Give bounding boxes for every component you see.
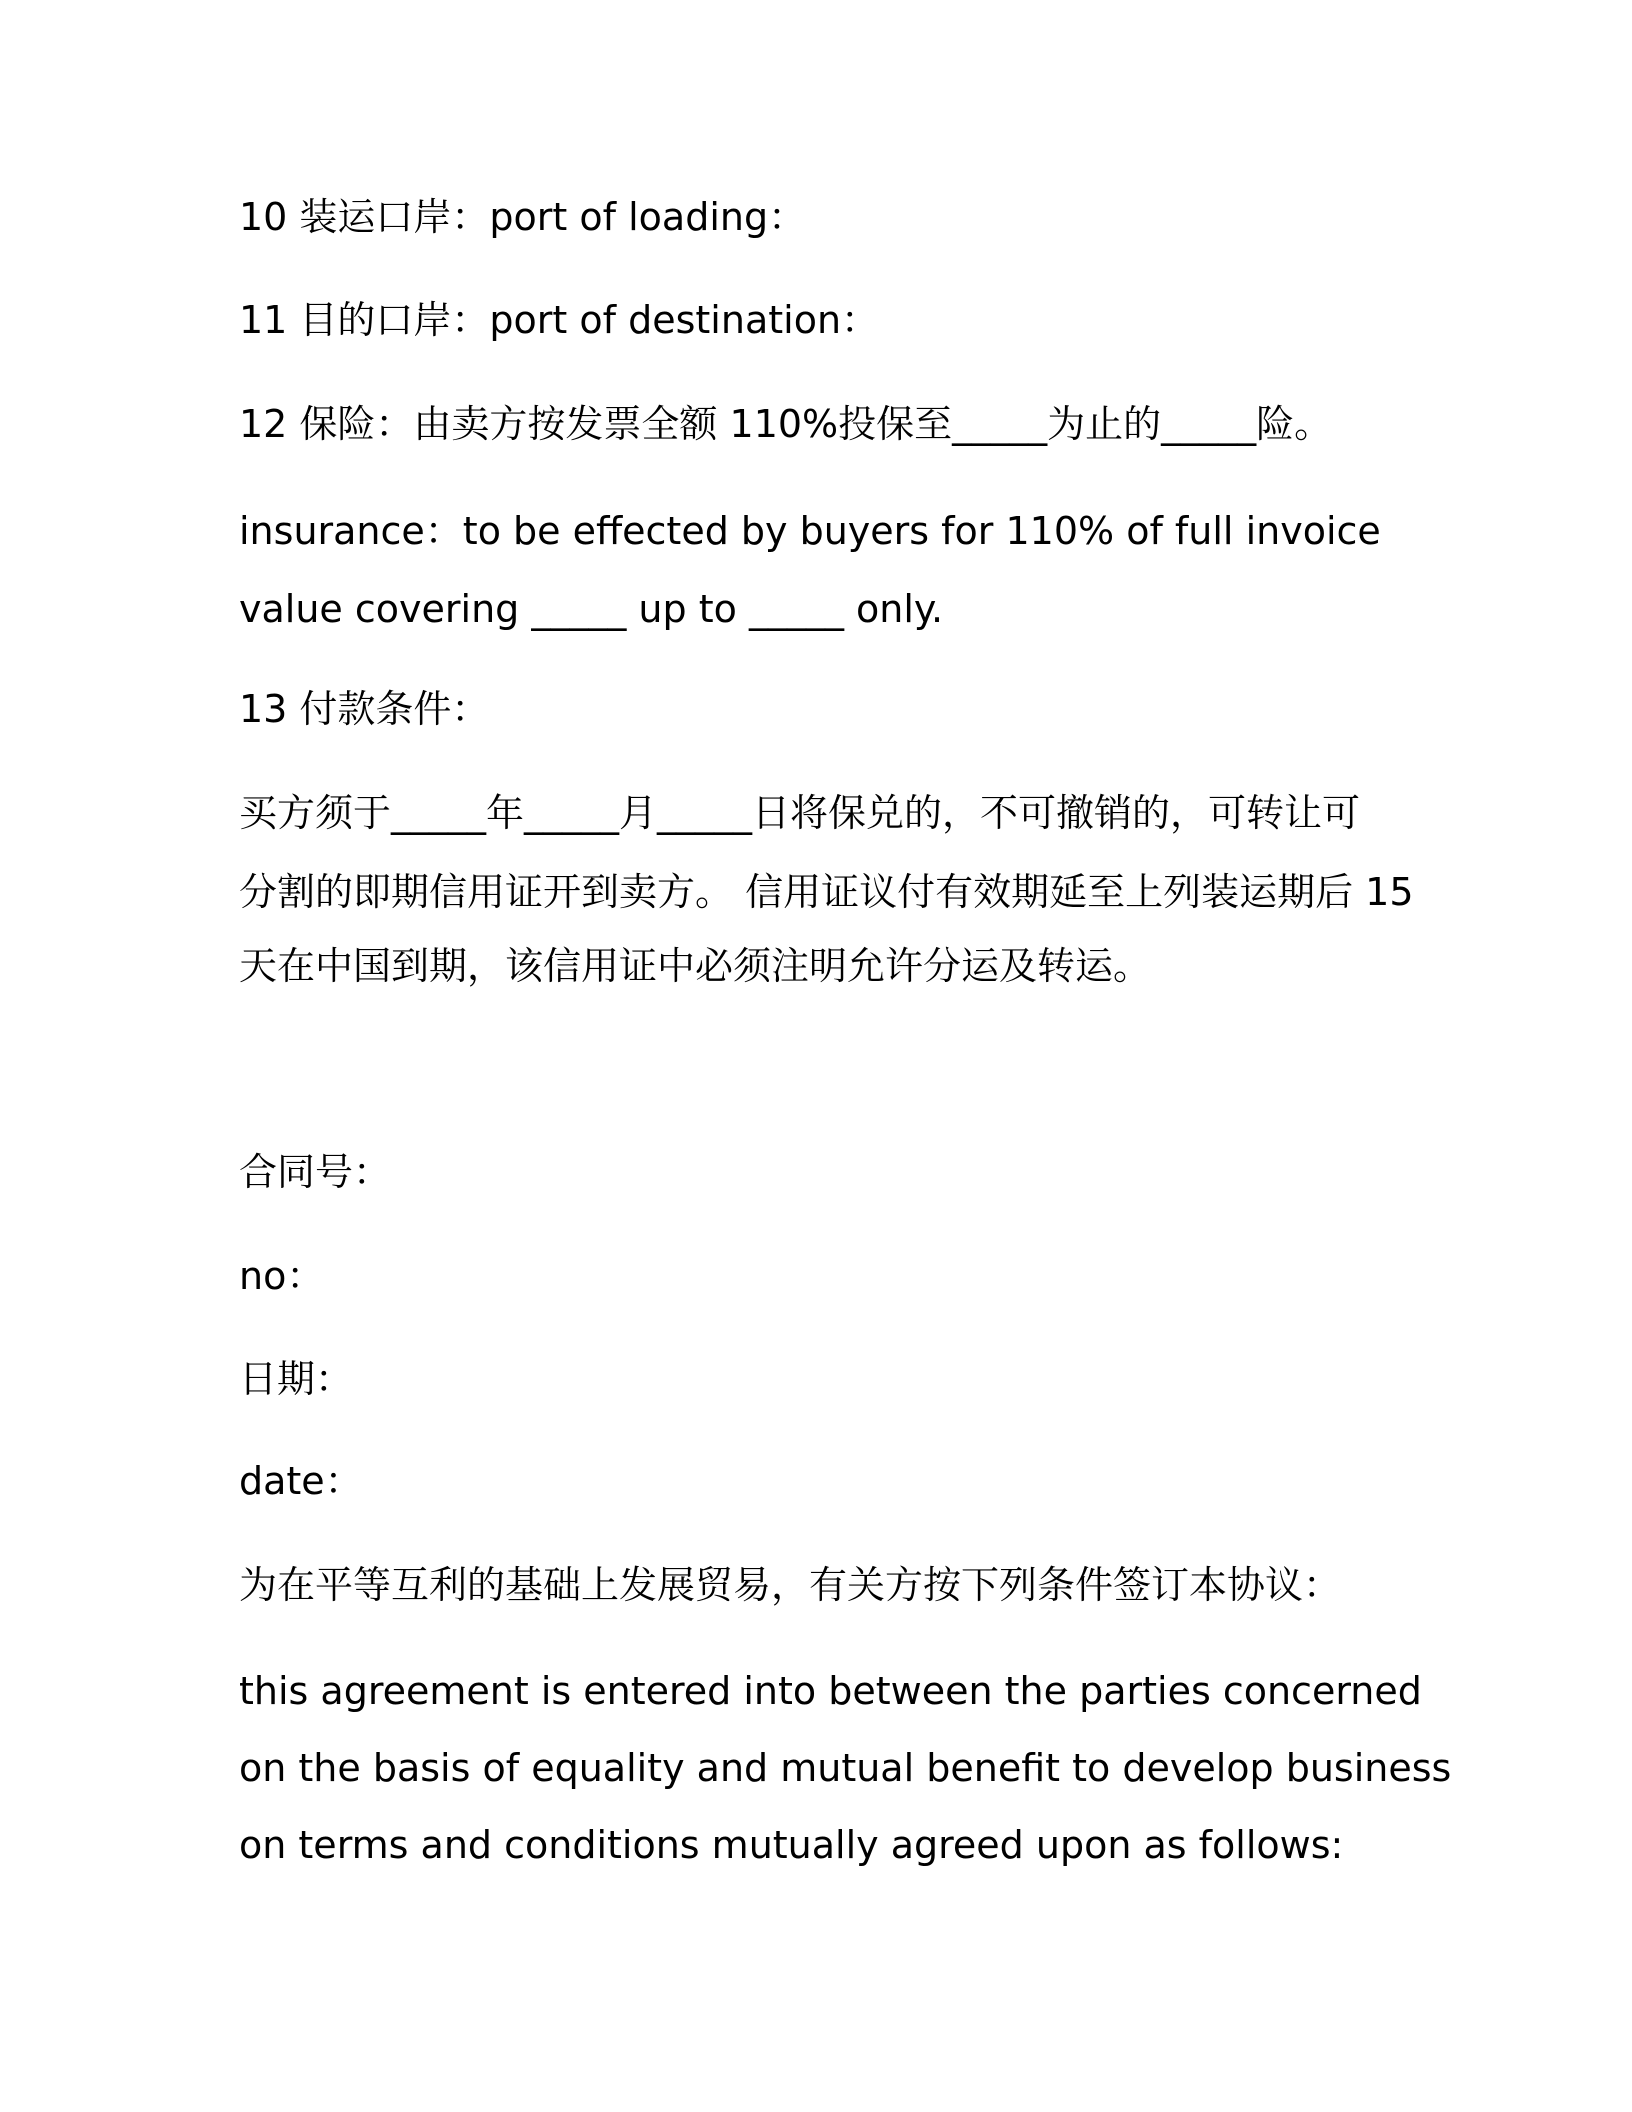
contract-number-label-en: no： [239, 1254, 325, 1298]
insurance-en-line-2: value covering _____ up to _____ only. [239, 587, 944, 631]
contract-number-label-cn: 合同号： [239, 1150, 392, 1194]
date-label-en: date： [239, 1459, 363, 1503]
preamble-en-line-2: on the basis of equality and mutual benefit to develop business [239, 1746, 1452, 1790]
preamble-cn: 为在平等互利的基础上发展贸易，有关方按下列条件签订本协议： [239, 1563, 1342, 1607]
insurance-en-line-1: insurance：to be effected by buyers for 110% of full invoice [239, 509, 1381, 553]
payment-text-line-3: 天在中国到期，该信用证中必须注明允许分运及转运。 [239, 944, 1152, 988]
payment-text-line-2: 分割的即期信用证开到卖方。 信用证议付有效期延至上列装运期后 15 [239, 870, 1414, 914]
preamble-en-line-1: this agreement is entered into between the parties concerned [239, 1669, 1422, 1713]
clause-10-port-of-loading: 10 装运口岸：port of loading： [239, 195, 807, 239]
date-label-cn: 日期： [239, 1357, 354, 1401]
payment-text-line-1: 买方须于_____年_____月_____日将保兑的，不可撤销的，可转让可 [239, 791, 1361, 835]
preamble-en-line-3: on terms and conditions mutually agreed upon as follows: [239, 1823, 1344, 1867]
clause-11-port-of-destination: 11 目的口岸：port of destination： [239, 298, 880, 342]
clause-13-payment-terms: 13 付款条件： [239, 687, 490, 731]
clause-12-insurance-cn: 12 保险：由卖方按发票全额 110%投保至_____为止的_____险。 [239, 402, 1333, 446]
